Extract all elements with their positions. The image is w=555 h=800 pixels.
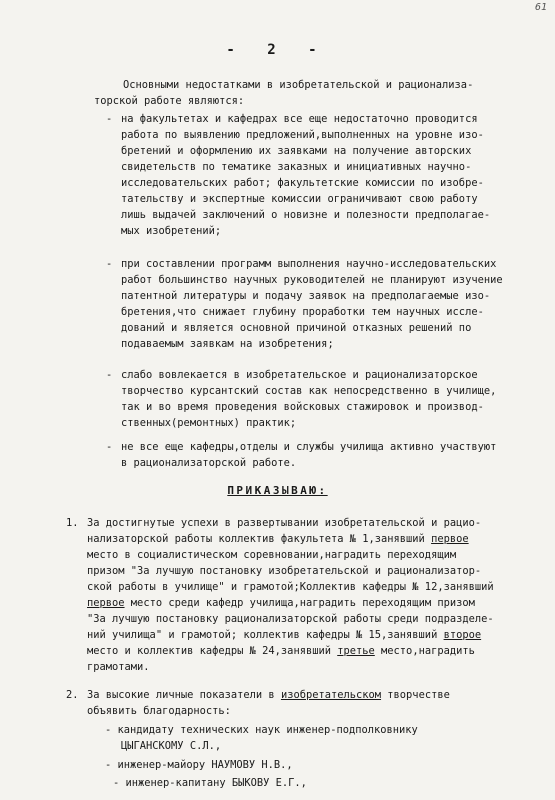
bullet-dash: - — [106, 369, 113, 381]
bullet-dash: - — [106, 113, 113, 125]
item-1-line: За достигнутые успехи в развертывании изобретательской и рацио- — [87, 517, 482, 529]
bullet-1-line: тательству и экспертные комиссии ограничивают свою работу — [121, 193, 478, 205]
bullet-2-line: при составлении программ выполнения научно-исследовательских — [121, 258, 497, 270]
item-2-number: 2. — [66, 689, 79, 701]
bullet-1-line: мых изобретений; — [121, 225, 222, 237]
item-2-line: - кандидату технических наук инженер-подполковнику — [105, 724, 418, 736]
item-2-line: - инженер-майору НАУМОВУ Н.В., — [105, 759, 293, 771]
bullet-4-line: в рационализаторской работе. — [121, 457, 297, 469]
item-1-line: призом "За лучшую постановку изобретательской и рационализатор- — [87, 565, 482, 577]
bullet-1-line: на факультетах и кафедрах все еще недостаточно проводится — [121, 113, 478, 125]
item-1-line: ний училища" и грамотой; коллектив кафедры № 15,занявший второе — [87, 629, 482, 641]
bullet-1-line: бретений и оформлению их заявками на получение авторских — [121, 145, 472, 157]
bullet-2-line: бретения,что снижает глубину проработки тем научных иссле- — [121, 306, 484, 318]
bullet-1-line: лишь выдачей заключений о новизне и полезности предполагае- — [121, 209, 491, 221]
bullet-2-line: подаваемым заявкам на изобретения; — [121, 338, 334, 350]
item-2-line: За высокие личные показатели в изобретательском творчестве — [87, 689, 450, 701]
bullet-3-line: так и во время проведения войсковых стажировок и производ- — [121, 401, 484, 413]
bullet-2-line: дований и является основной причиной отказных решений по — [121, 322, 472, 334]
item-1-line: ской работы в училище" и грамотой;Коллектив кафедры № 12,занявший — [87, 581, 494, 593]
folio-number: 61 — [534, 2, 547, 13]
order-heading: ПРИКАЗЫВАЮ: — [227, 484, 328, 497]
item-1-line: грамотами. — [87, 661, 150, 673]
bullet-dash: - — [106, 441, 113, 453]
bullet-1-line: работа по выявлению предложений,выполненных на уровне изо- — [121, 129, 484, 141]
bullet-4-line: не все еще кафедры,отделы и службы училища активно участвуют — [121, 441, 497, 453]
item-1-line: место в социалистическом соревновании,наградить переходящим — [87, 549, 457, 561]
page-number: - 2 - — [226, 42, 329, 58]
bullet-3-line: ственных(ремонтных) практик; — [121, 417, 297, 429]
bullet-2-line: работ большинство научных руководителей не планируют изучение — [121, 274, 503, 286]
item-2-line: ЦЫГАНСКОМУ С.Л., — [121, 740, 222, 752]
item-1-line: место и коллектив кафедры № 24,занявший третье место,наградить — [87, 645, 475, 657]
item-2-line: - инженер-капитану БЫКОВУ Е.Г., — [113, 777, 307, 789]
item-1-line: первое место среди кафедр училища,наградить переходящим призом — [87, 597, 475, 609]
bullet-2-line: патентной литературы и подачу заявок на предполагаемые изо- — [121, 290, 491, 302]
item-1-line: "За лучшую постановку рационализаторской работы среди подразделе- — [87, 613, 494, 625]
item-1-line: нализаторской работы коллектив факультета № 1,занявший первое — [87, 533, 469, 545]
bullet-dash: - — [106, 258, 113, 270]
item-1-number: 1. — [66, 517, 79, 529]
item-2-line: объявить благодарность: — [87, 705, 231, 717]
intro-line: торской работе являются: — [94, 95, 245, 107]
bullet-3-line: слабо вовлекается в изобретательское и рационализаторское — [121, 369, 478, 381]
intro-line: Основными недостатками в изобретательской и рационализа- — [123, 79, 474, 91]
bullet-3-line: творчество курсантский состав как непосредственно в училище, — [121, 385, 497, 397]
bullet-1-line: свидетельств по тематике заказных и инициативных научно- — [121, 161, 472, 173]
bullet-1-line: исследовательских работ; факультетские комиссии по изобре- — [121, 177, 484, 189]
